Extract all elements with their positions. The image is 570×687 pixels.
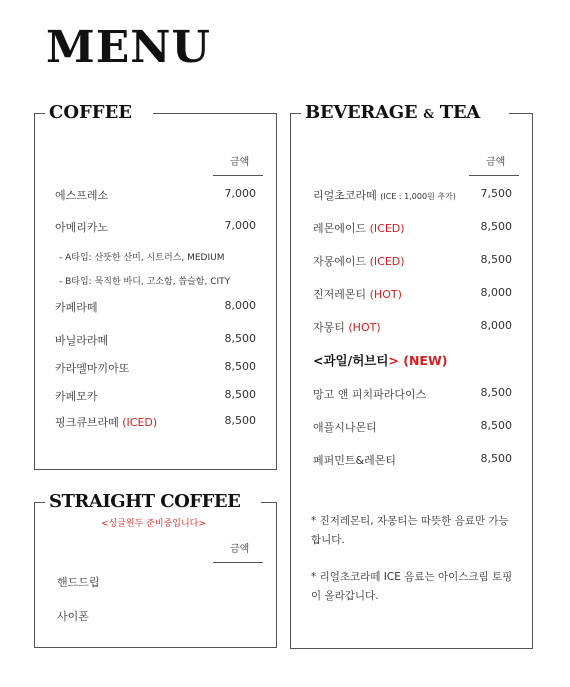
coffee-item-cafe-mocha: 카페모카 — [55, 390, 98, 403]
coffee-price-caramel-macchiato: 8,500 — [224, 360, 256, 373]
coffee-price-pink-cube-latte: 8,500 — [224, 414, 256, 427]
coffee-price-espresso: 7,000 — [224, 187, 256, 200]
menu-title: MENU — [46, 22, 211, 73]
coffee-section — [34, 102, 277, 470]
straight-item-hand-drip: 핸드드립 — [57, 576, 100, 589]
straight-coffee-heading: STRAIGHT COFFEE — [45, 491, 244, 513]
coffee-heading: COFFEE — [45, 102, 136, 124]
straight-coffee-notice: <싱글원두 준비중입니다> — [101, 519, 206, 529]
beverage-item-lemonade: 레몬에이드 (ICED) — [313, 222, 405, 235]
coffee-item-espresso: 에스프레소 — [55, 189, 109, 202]
beverage-item-grapefruit-ade: 자몽에이드 (ICED) — [313, 255, 405, 268]
coffee-item-americano: 아메리카노 — [55, 221, 109, 234]
coffee-price-vanilla-latte: 8,500 — [224, 332, 256, 345]
coffee-item-vanilla-latte: 바닐라라떼 — [55, 334, 109, 347]
straight-item-siphon: 사이폰 — [57, 610, 89, 623]
coffee-price-header: 금액 — [230, 157, 250, 168]
straight-price-header: 금액 — [230, 544, 250, 555]
beverage-item-ginger-lemon-tea: 진저레몬티 (HOT) — [313, 288, 402, 301]
coffee-price-cafe-mocha: 8,500 — [224, 388, 256, 401]
beverage-price-header: 금액 — [486, 157, 506, 168]
footnote-ice-cream-topping: * 리얼초코라떼 ICE 음료는 아이스크림 토핑이 올라갑니다. — [311, 571, 513, 602]
beverage-tea-section — [290, 102, 533, 649]
coffee-note-a: - A타입: 산뜻한 산미, 시트러스, MEDIUM — [59, 253, 225, 263]
beverage-item-peppermint-lemon-tea: 페퍼민트&레몬티 — [313, 454, 396, 467]
beverage-item-apple-cinnamon-tea: 애플시나몬티 — [313, 421, 377, 434]
beverage-tea-heading: BEVERAGE & TEA — [301, 102, 484, 125]
beverage-price-apple-cinnamon-tea: 8,500 — [480, 419, 512, 432]
beverage-price-grapefruit-tea: 8,000 — [480, 319, 512, 332]
straight-coffee-section — [34, 491, 277, 648]
coffee-item-caramel-macchiato: 카라멜마끼아또 — [55, 362, 130, 375]
beverage-price-grapefruit-ade: 8,500 — [480, 253, 512, 266]
beverage-item-grapefruit-tea: 자몽티 (HOT) — [313, 321, 381, 334]
beverage-price-mango-peach: 8,500 — [480, 386, 512, 399]
beverage-price-real-choco-latte: 7,500 — [480, 187, 512, 200]
beverage-price-peppermint-lemon-tea: 8,500 — [480, 452, 512, 465]
beverage-price-ginger-lemon-tea: 8,000 — [480, 286, 512, 299]
beverage-item-real-choco-latte: 리얼초코라떼 (ICE : 1,000원 추가) — [313, 189, 456, 202]
footnote-hot-only: * 진저레몬티, 자몽티는 따뜻한 음료만 가능합니다. — [311, 515, 509, 546]
coffee-price-latte: 8,000 — [224, 299, 256, 312]
fruit-herb-tea-heading: <과일/허브티> (NEW) — [313, 353, 448, 368]
coffee-item-pink-cube-latte: 핑크큐브라떼 (ICED) — [55, 416, 158, 429]
beverage-item-mango-peach: 망고 앤 피치파라다이스 — [313, 388, 427, 401]
beverage-price-lemonade: 8,500 — [480, 220, 512, 233]
coffee-price-americano: 7,000 — [224, 219, 256, 232]
coffee-item-latte: 카페라떼 — [55, 301, 98, 314]
coffee-note-b: - B타입: 묵직한 바디, 고소함, 씁슬함, CITY — [59, 277, 231, 287]
